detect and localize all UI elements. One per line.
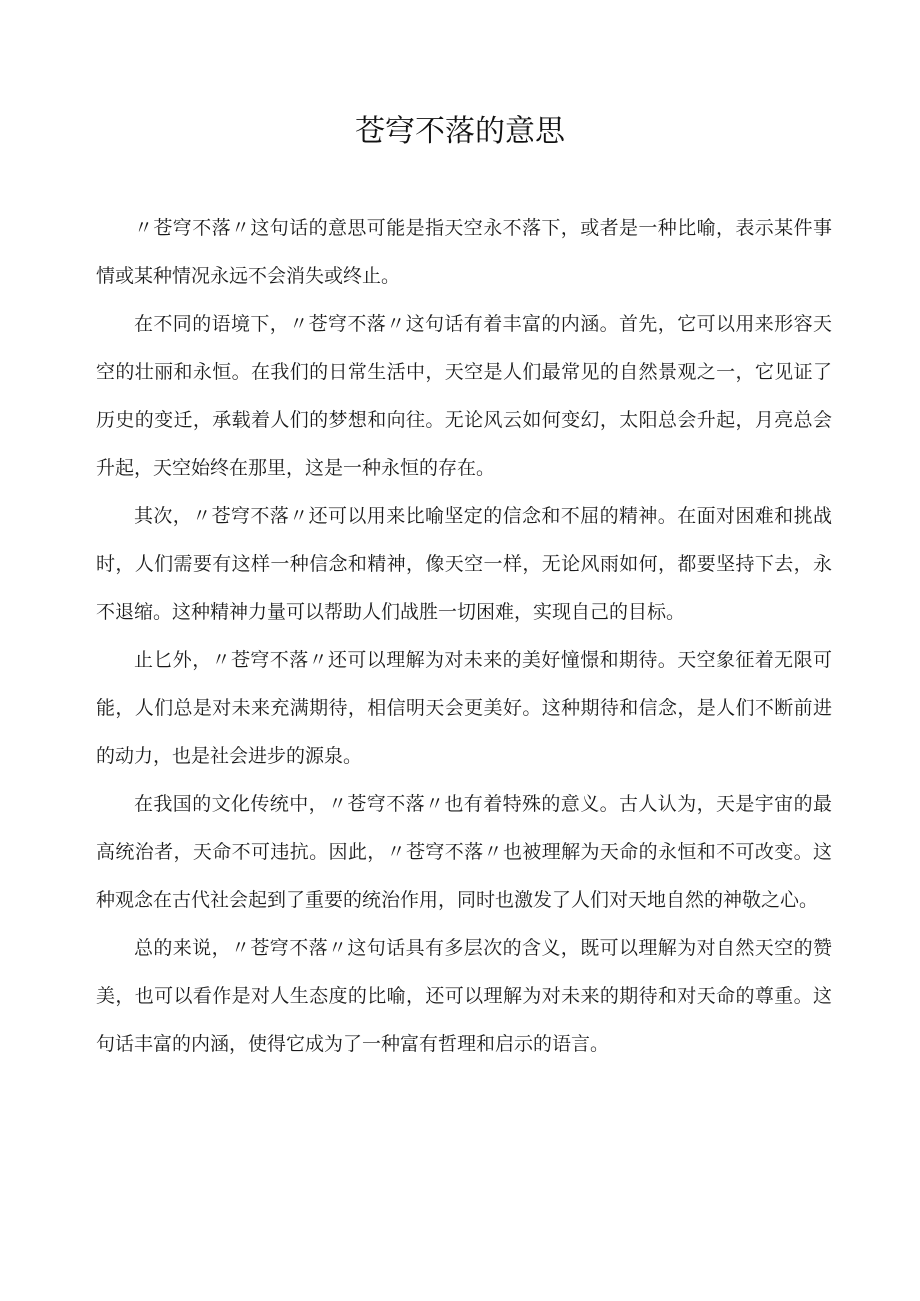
paragraph: 〃苍穹不落〃这句话的意思可能是指天空永不落下，或者是一种比喻，表示某件事情或某种情况永远不会消失或终止。 bbox=[96, 217, 832, 287]
document-title: 苍穹不落的意思 bbox=[355, 114, 565, 149]
paragraph: 在不同的语境下，〃苍穹不落〃这句话有着丰富的内涵。首先，它可以用来形容天空的壮丽和永恒。在我们的日常生活中，天空是人们最常见的自然景观之一，它见证了历史的变迁，承载着人们的梦想和向往。无论风云如何变幻，太阳总会升起，月亮总会升起，天空始终在那里，这是一种永恒的存在。 bbox=[96, 313, 832, 479]
paragraph: 止匕外，〃苍穹不落〃还可以理解为对未来的美好憧憬和期待。天空象征着无限可能，人们总是对未来充满期待，相信明天会更美好。这种期待和信念，是人们不断前进的动力，也是社会进步的源泉。 bbox=[96, 649, 832, 767]
paragraph: 其次，〃苍穹不落〃还可以用来比喻坚定的信念和不屈的精神。在面对困难和挑战时，人们需要有这样一种信念和精神，像天空一样，无论风雨如何，都要坚持下去，永不退缩。这种精神力量可以帮助人们战胜一切困难，实现自己的目标。 bbox=[96, 505, 832, 623]
paragraph: 在我国的文化传统中，〃苍穹不落〃也有着特殊的意义。古人认为，天是宇宙的最高统治者，天命不可违抗。因此，〃苍穹不落〃也被理解为天命的永恒和不可改变。这种观念在古代社会起到了重要的统治作用，同时也激发了人们对天地自然的神敬之心。 bbox=[96, 793, 832, 911]
document-body bbox=[96, 204, 832, 1068]
paragraph: 总的来说，〃苍穹不落〃这句话具有多层次的含义，既可以理解为对自然天空的赞美，也可以看作是对人生态度的比喻，还可以理解为对未来的期待和对天命的尊重。这句话丰富的内涵，使得它成为了一种富有哲理和启示的语言。 bbox=[96, 937, 832, 1055]
